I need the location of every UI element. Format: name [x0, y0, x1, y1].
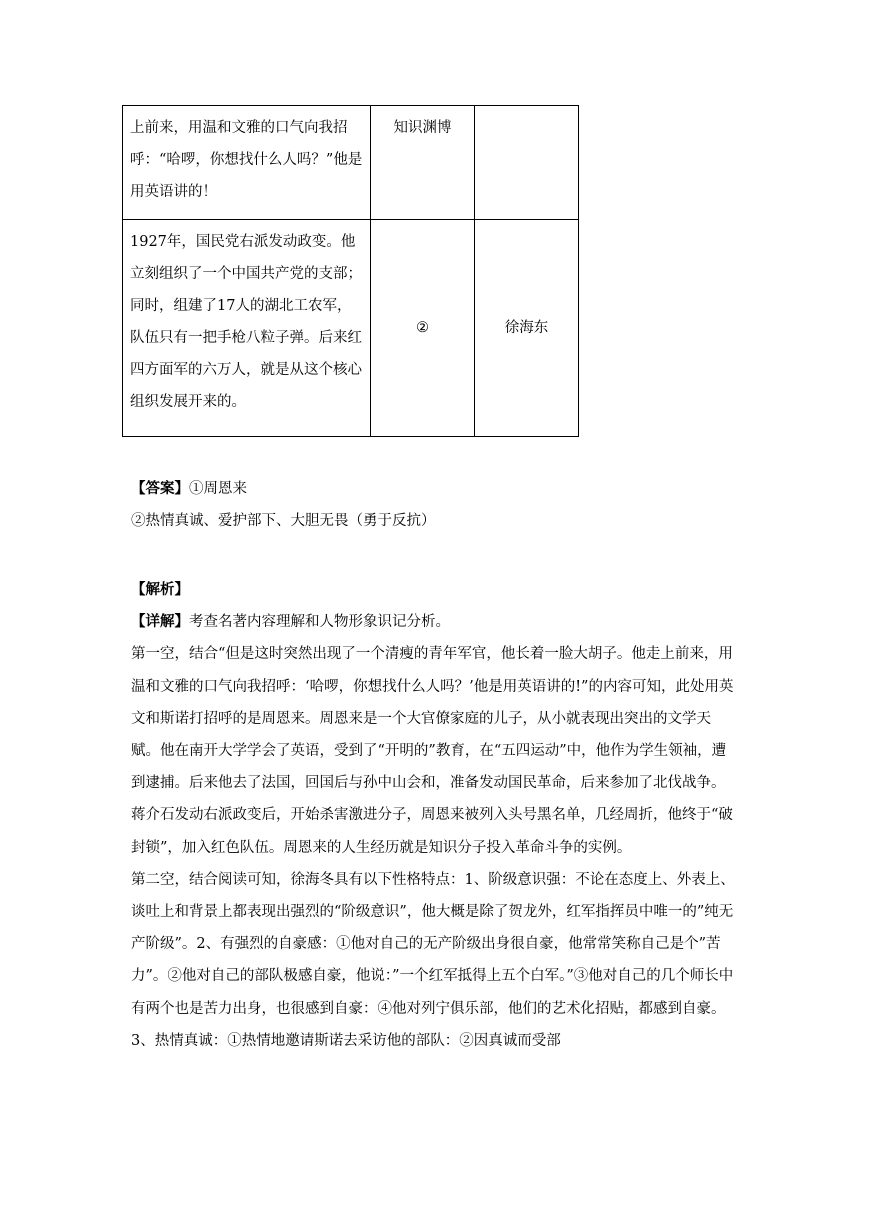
table-row: [123, 220, 579, 437]
answer-text-1: ①周恩来: [189, 481, 247, 497]
table-cell-person: [475, 106, 579, 220]
analysis-label: 【解析】: [131, 581, 189, 598]
analysis-paragraph-2: 第二空，结合阅读可知，徐海冬具有以下性格特点：1、阶级意识强：不论在态度上、外表上、谈吐上和背景上都表现出强烈的“阶级意识”，他大概是除了贺龙外，红军指挥员中唯一的”纯无产阶级”。2、有强烈的自豪感：①他对自己的无产阶级出身很自豪，他常常笑称自己是个”苦力”。②他对自己的部队极感自豪，他说：”一个红军抵得上五个白军。”③他对自己的几个师长中有两个也是苦力出身，也很感到自豪：④他对列宁俱乐部，他们的艺术化招贴，都感到自豪。3、热情真诚：①热情地邀请斯诺去采访他的部队：②因真诚而受部: [131, 871, 735, 1049]
answer-section: [131, 473, 737, 537]
detail-line: [131, 606, 737, 638]
table-cell-person: 徐海东: [475, 220, 579, 437]
table-cell-trait: 知识渊博: [371, 106, 475, 220]
table-row: [123, 106, 579, 220]
answer-line-1: [131, 473, 737, 505]
analysis-section: [131, 574, 737, 1057]
table-cell-content: 上前来，用温和文雅的口气向我招呼：“哈啰，你想找什么人吗？”他是用英语讲的！: [123, 106, 371, 220]
detail-text: 考查名著内容理解和人物形象识记分析。: [189, 614, 450, 631]
table-cell-trait: ②: [371, 220, 475, 437]
table-cell-content: 1927年，国民党右派发动政变。他立刻组织了一个中国共产党的支部；同时，组建了17人的湖北工农军，队伍只有一把手枪八粒子弹。后来红四方面军的六万人，就是从这个核心组织发展开来的。: [123, 220, 371, 437]
analysis-paragraph-1: 第一空，结合“但是这时突然出现了一个清瘦的青年军官，他长着一脸大胡子。他走上前来，用温和文雅的口气向我招呼：‘哈啰，你想找什么人吗？’他是用英语讲的!”的内容可知，此处用英文和斯诺打招呼的是周恩来。周恩来是一个大官僚家庭的儿子，从小就表现出突出的文学天赋。他在南开大学学会了英语，受到了“开明的”教育，在“五四运动”中，他作为学生领袖，遭到逮捕。后来他去了法国，回国后与孙中山会和，准备发动国民革命，后来参加了北伐战争。蒋介石发动右派政变后，开始杀害激进分子，周恩来被列入头号黑名单，几经周折，他终于“破封锁”，加入红色队伍。周恩来的人生经历就是知识分子投入革命斗争的实例。: [131, 646, 734, 856]
answer-label: 【答案】: [131, 480, 189, 497]
answer-line-2: ②热情真诚、爱护部下、大胆无畏（勇于反抗）: [131, 513, 436, 530]
reading-table: [122, 105, 579, 437]
detail-label: 【详解】: [131, 613, 189, 631]
